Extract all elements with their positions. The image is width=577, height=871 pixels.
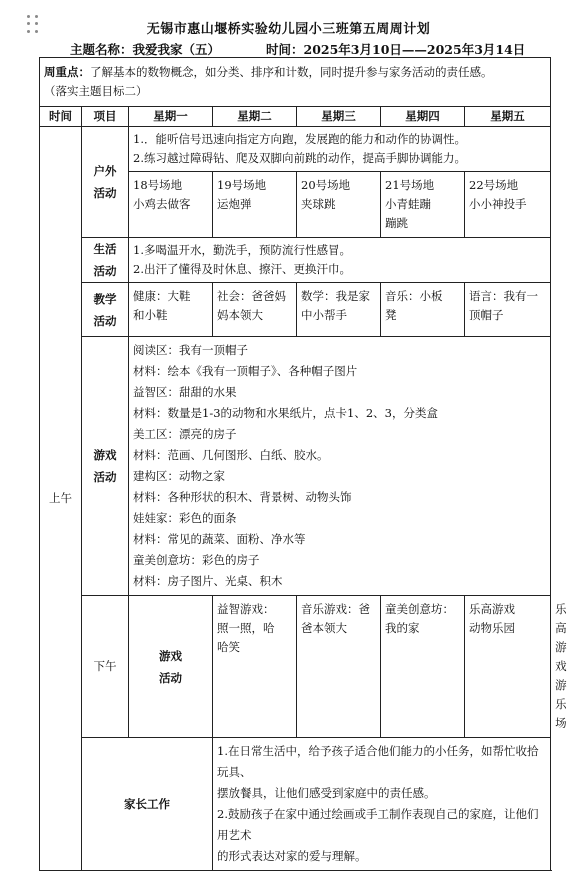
afternoon-day-tue: 音乐游戏：爸 爸本领大 [297, 596, 381, 738]
afternoon-day-thu: 乐高游戏 动物乐园 [465, 596, 551, 738]
games-list [129, 337, 551, 596]
family-line: 摆放餐具，让他们感受到家庭中的责任感。 [217, 786, 436, 800]
subtitle-row [70, 40, 525, 58]
games-label: 游戏 活动 [82, 337, 129, 596]
games-line: 材料：房子图片、光桌、积木 [133, 574, 283, 588]
life-items [129, 238, 551, 283]
weekly-focus-label: 周重点： [44, 65, 90, 79]
games-line: 美工区：漂亮的房子 [133, 427, 237, 441]
outdoor-day-thu: 21号场地 小青蛙蹦 蹦跳 [381, 172, 465, 238]
games-line: 材料：常见的蔬菜、面粉、净水等 [133, 532, 306, 546]
afternoon-label: 下午 [82, 596, 129, 738]
afternoon-day-mon: 益智游戏： 照一照，哈 哈笑 [213, 596, 297, 738]
outdoor-day-tue: 19号场地 运炮弹 [213, 172, 297, 238]
table-header-row [40, 107, 551, 127]
teaching-label: 教学 活动 [82, 283, 129, 337]
games-line: 材料：各种形状的积木、背景树、动物头饰 [133, 490, 352, 504]
games-line: 材料：绘本《我有一顶帽子》、各种帽子图片 [133, 364, 358, 378]
family-line: 2.鼓励孩子在家中通过绘画或手工制作表现自己的家庭，让他们用艺术 [217, 807, 539, 842]
outdoor-goals [129, 127, 551, 172]
games-line: 阅读区：我有一顶帽子 [133, 343, 248, 357]
family-work-label: 家长工作 [82, 738, 213, 871]
life-label: 生活 活动 [82, 238, 129, 283]
header-item: 项目 [82, 107, 129, 127]
family-line: 的形式表达对家的爱与理解。 [217, 849, 367, 863]
header-day-fri: 星期五 [465, 107, 551, 127]
games-line: 材料：范画、几何图形、白纸、胶水。 [133, 448, 329, 462]
teaching-day-fri: 语言：我有一 顶帽子 [465, 283, 551, 337]
teaching-day-tue: 社会：爸爸妈 妈本领大 [213, 283, 297, 337]
theme-label: 主题名称：我爱我家（五） [70, 42, 221, 57]
header-time: 时间 [40, 107, 82, 127]
outdoor-day-mon: 18号场地 小鸡去做客 [129, 172, 213, 238]
header-day-mon: 星期一 [129, 107, 213, 127]
games-line: 建构区：动物之家 [133, 469, 225, 483]
family-work-text [213, 738, 551, 871]
teaching-day-wed: 数学：我是家 中小帮手 [297, 283, 381, 337]
outdoor-label: 户外 活动 [82, 127, 129, 238]
games-line: 童美创意坊：彩色的房子 [133, 553, 260, 567]
header-day-thu: 星期四 [381, 107, 465, 127]
time-label: 时间：2025年3月10日——2025年3月14日 [266, 42, 526, 57]
afternoon-games-label: 游戏 活动 [129, 596, 213, 738]
header-day-wed: 星期三 [297, 107, 381, 127]
teaching-day-mon: 健康：大鞋 和小鞋 [129, 283, 213, 337]
weekly-focus-text: 了解基本的数物概念，如分类、排序和计数，同时提升参与家务活动的责任感。 [90, 65, 493, 79]
document-title: 无锡市惠山堰桥实验幼儿园小三班第五周周计划 [146, 22, 431, 37]
games-line: 材料：数量是1-3的动物和水果纸片，点卡1、2、3，分类盒 [133, 406, 438, 420]
outdoor-day-fri: 22号场地 小小神投手 [465, 172, 551, 238]
teaching-day-thu: 音乐：小板 凳 [381, 283, 465, 337]
weekly-focus [40, 58, 551, 107]
life-item: 2.出汗了懂得及时休息、擦汗、更换汗巾。 [133, 262, 351, 276]
outdoor-goal: 2.练习越过障碍钻、爬及双脚向前跳的动作，提高手脚协调能力。 [133, 151, 466, 165]
weekly-focus-note: （落实主题目标二） [44, 84, 148, 98]
afternoon-day-wed: 童美创意坊： 我的家 [381, 596, 465, 738]
outdoor-day-wed: 20号场地 夹球跳 [297, 172, 381, 238]
life-item: 1.多喝温开水，勤洗手，预防流行性感冒。 [133, 243, 351, 257]
outdoor-goal: 1.．能听信号迅速向指定方向跑，发展跑的能力和动作的协调性。 [133, 132, 466, 146]
games-line: 益智区：甜甜的水果 [133, 385, 237, 399]
weekly-plan-table: 周重点：了解基本的数物概念，如分类、排序和计数，同时提升参与家务活动的责任感。 （落实主题目标二） 时间 项目 星期一 星期二 星期三 星期四 星期五 上午 户外 活动 1.．能听信号迅速向指定方向跑，发展跑的能力和动作的协调性。 2.练习越过障碍钻、爬及双脚向前跳的动作，提高手脚协调能力。 18号场地 小鸡去做客 19号场地 运炮弹 20号场地 夹球跳 21号场地 小青蛙蹦 蹦跳 22号场地 小小神投手 生活 活动 1.多喝温开水，勤洗手，预防流行性感冒。 2.出汗了懂得及时休息、擦汗、更换汗巾。 教学 活动 健康：大鞋 和小鞋 社会：爸爸妈 妈本领大 数学：我是家 中小帮手 音乐：小板 凳 语言：我有一 顶帽子 游戏 活动 阅读区：我有一顶帽子 材料：绘本《我有一顶帽子》、各种帽子图片 益智区：甜甜的水果 材料：数量是1-3的动物和水果纸片，点卡1、2、3，分类盒 美工区：漂亮的房子 材料：范画、几何图形、白纸、胶水。 建构区：动物之家 材料：各种形状的积木、背景树、动物头饰 娃娃家：彩色的面条 材料：常见的蔬菜、面粉、净水等 童美创意坊：彩色的房子 材料：房子图片、光桌、积木 下午 游戏 活动 益智游戏： 照一照，哈 哈笑 音乐游戏：爸 爸本领大 童美创意坊： 我的家 乐高游戏 动物乐园 乐高游戏 游乐场 家长工作 1.在日常生活中，给予孩子适合他们能力的小任务，如帮忙收拾玩具、 摆放餐具，让他们感受到家庭中的责任感。 2.鼓励孩子在家中通过绘画或手工制作表现自己的家庭，让他们用艺术 的形式表达对家的爱与理解。 [39, 57, 551, 871]
morning-label: 上午 [40, 127, 82, 871]
family-line: 1.在日常生活中，给予孩子适合他们能力的小任务，如帮忙收拾玩具、 [217, 744, 539, 779]
games-line: 娃娃家：彩色的面条 [133, 511, 237, 525]
header-day-tue: 星期二 [213, 107, 297, 127]
